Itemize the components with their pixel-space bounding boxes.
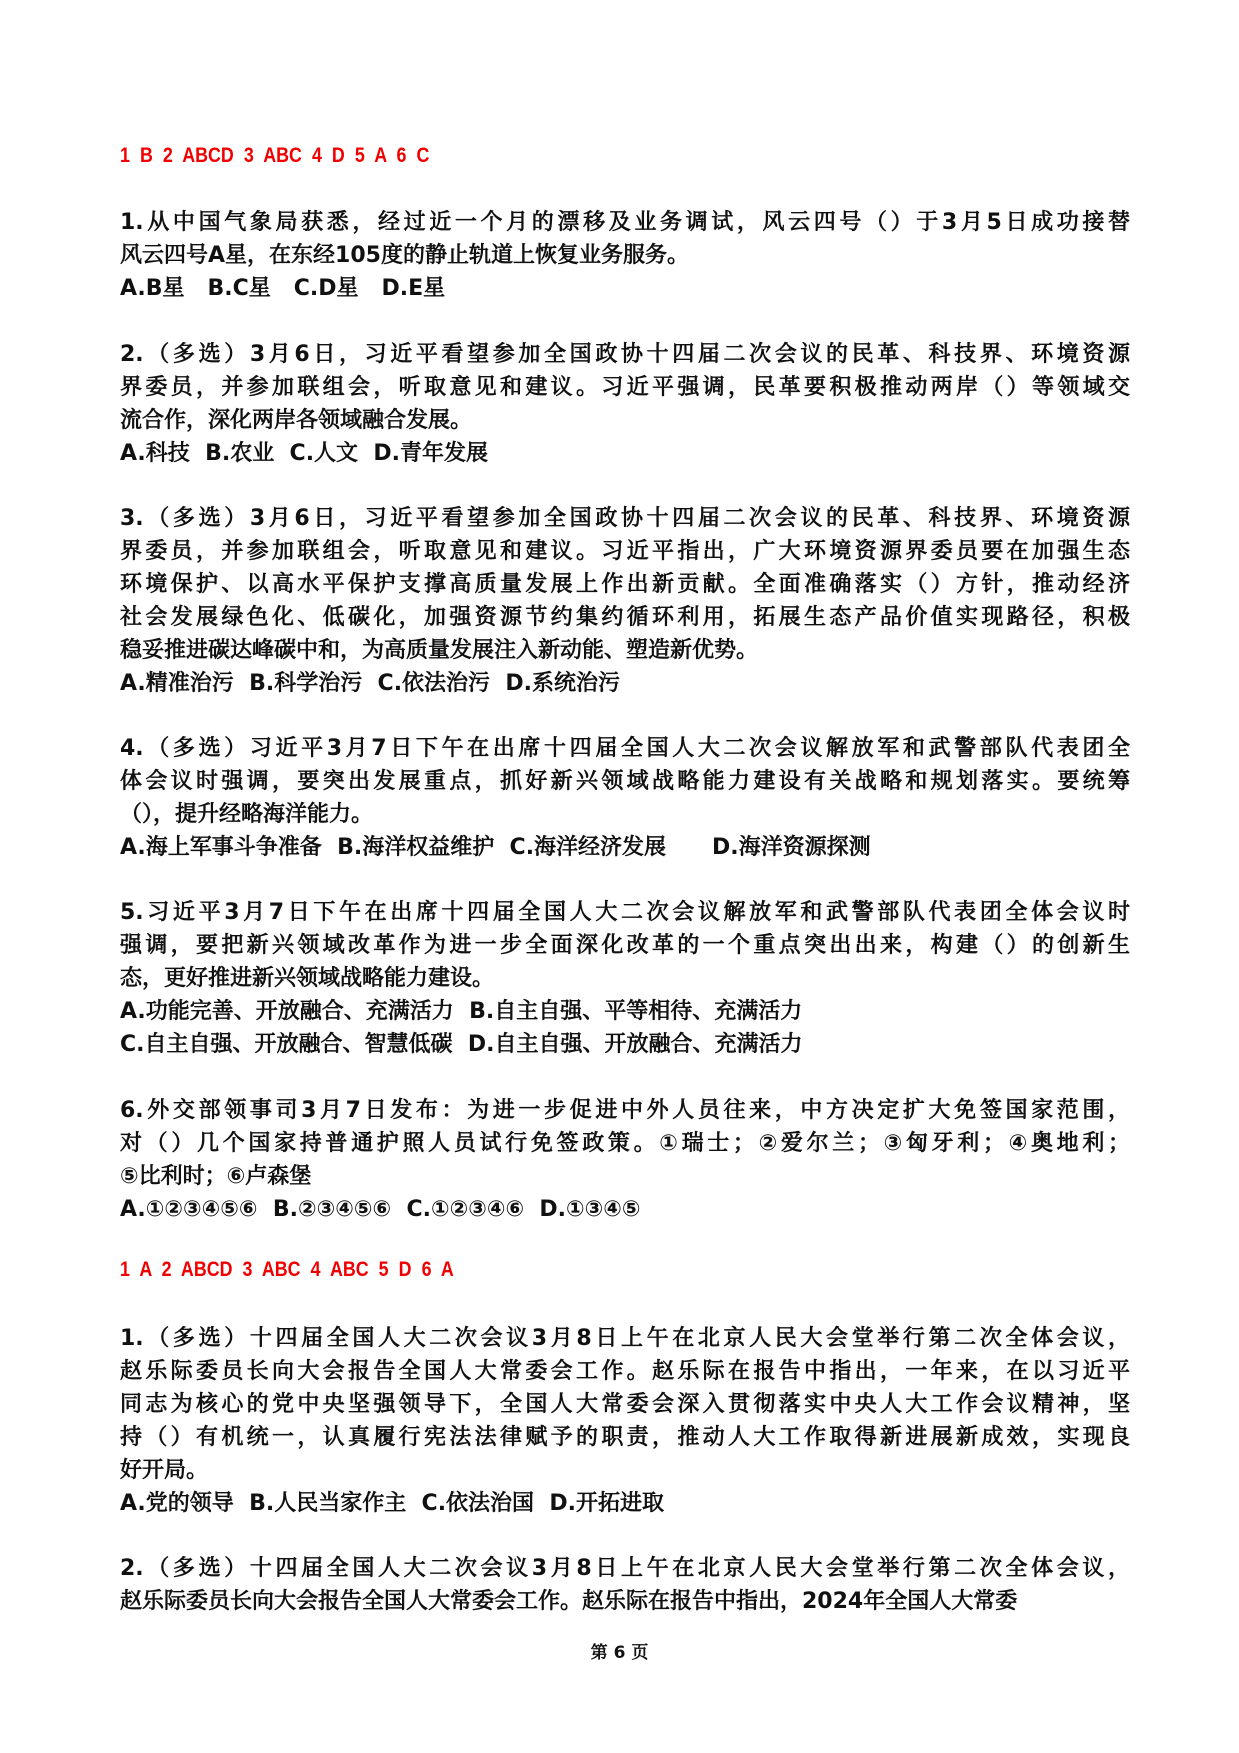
question-options: A.①②③④⑤⑥ B.②③④⑤⑥ C.①②③④⑥ D.①③④⑤ (120, 1197, 641, 1222)
question-text-line: 体会议时强调，要突出发展重点，抓好新兴领域战略能力建设有关战略和规划落实。要统筹 (120, 769, 1130, 794)
answer-key-line: 1 B 2 ABCD 3 ABC 4 D 5 A 6 C (120, 144, 430, 167)
question-text-line: 界委员，并参加联组会，听取意见和建议。习近平指出，广大环境资源界委员要在加强生态 (120, 539, 1130, 564)
question-block (120, 896, 1130, 1061)
question-text-line: 1.从中国气象局获悉，经过近一个月的漂移及业务调试，风云四号（）于3月5日成功接替 (120, 210, 1130, 235)
question-block (120, 732, 1130, 864)
question-options: C.自主自强、开放融合、智慧低碳 D.自主自强、开放融合、充满活力 (120, 1032, 803, 1057)
question-text-line: 5.习近平3月7日下午在出席十四届全国人大二次会议解放军和武警部队代表团全体会议时 (120, 900, 1130, 925)
question-text-line: 1.（多选）十四届全国人大二次会议3月8日上午在北京人民大会堂举行第二次全体会议， (120, 1326, 1130, 1351)
question-text-line: ⑤比利时；⑥卢森堡 (120, 1164, 312, 1189)
question-text-line: 强调，要把新兴领域改革作为进一步全面深化改革的一个重点突出出来，构建（）的创新生 (120, 933, 1130, 958)
question-block (120, 338, 1130, 470)
question-text-line: 赵乐际委员长向大会报告全国人大常委会工作。赵乐际在报告中指出，2024年全国人大常委 (120, 1589, 1018, 1614)
question-text-line: 风云四号A星，在东经105度的静止轨道上恢复业务服务。 (120, 243, 689, 268)
question-text-line: 持（）有机统一，认真履行宪法法律赋予的职责，推动人大工作取得新进展新成效，实现良 (120, 1425, 1130, 1450)
answer-key-line: 1 A 2 ABCD 3 ABC 4 ABC 5 D 6 A (120, 1258, 454, 1281)
question-text-line: 同志为核心的党中央坚强领导下，全国人大常委会深入贯彻落实中央人大工作会议精神，坚 (120, 1392, 1130, 1417)
question-block (120, 206, 1130, 305)
question-block (120, 1552, 1130, 1618)
question-block (120, 1322, 1130, 1520)
question-options: A.精准治污 B.科学治污 C.依法治污 D.系统治污 (120, 671, 620, 696)
question-text-line: 态，更好推进新兴领域战略能力建设。 (120, 966, 495, 991)
question-text-line: （），提升经略海洋能力。 (120, 802, 374, 827)
question-options: A.功能完善、开放融合、充满活力 B.自主自强、平等相待、充满活力 (120, 999, 803, 1024)
question-options: A.B星 B.C星 C.D星 D.E星 (120, 276, 446, 301)
question-text-line: 2.（多选）3月6日，习近平看望参加全国政协十四届二次会议的民革、科技界、环境资源 (120, 342, 1130, 367)
question-text-line: 界委员，并参加联组会，听取意见和建议。习近平强调，民革要积极推动两岸（）等领域交 (120, 375, 1130, 400)
question-text-line: 流合作，深化两岸各领域融合发展。 (120, 408, 473, 433)
question-text-line: 6.外交部领事司3月7日发布：为进一步促进中外人员往来，中方决定扩大免签国家范围， (120, 1098, 1130, 1123)
question-options: A.党的领导 B.人民当家作主 C.依法治国 D.开拓进取 (120, 1491, 664, 1516)
question-text-line: 4.（多选）习近平3月7日下午在出席十四届全国人大二次会议解放军和武警部队代表团全 (120, 736, 1130, 761)
question-options: A.科技 B.农业 C.人文 D.青年发展 (120, 441, 488, 466)
question-text-line: 稳妥推进碳达峰碳中和，为高质量发展注入新动能、塑造新优势。 (120, 638, 759, 663)
question-block (120, 502, 1130, 700)
question-text-line: 2.（多选）十四届全国人大二次会议3月8日上午在北京人民大会堂举行第二次全体会议， (120, 1556, 1130, 1581)
question-text-line: 环境保护、以高水平保护支撑高质量发展上作出新贡献。全面准确落实（）方针，推动经济 (120, 572, 1130, 597)
question-text-line: 好开局。 (120, 1458, 209, 1483)
question-text-line: 对（）几个国家持普通护照人员试行免签政策。①瑞士；②爱尔兰；③匈牙利；④奥地利； (120, 1131, 1130, 1156)
page-number: 第 6 页 (590, 1643, 649, 1663)
question-text-line: 赵乐际委员长向大会报告全国人大常委会工作。赵乐际在报告中指出，一年来，在以习近平 (120, 1359, 1130, 1384)
question-text-line: 社会发展绿色化、低碳化，加强资源节约集约循环利用，拓展生态产品价值实现路径，积极 (120, 605, 1130, 630)
question-options: A.海上军事斗争准备 B.海洋权益维护 C.海洋经济发展 D.海洋资源探测 (120, 835, 871, 860)
question-block (120, 1094, 1130, 1226)
question-text-line: 3.（多选）3月6日，习近平看望参加全国政协十四届二次会议的民革、科技界、环境资源 (120, 506, 1130, 531)
